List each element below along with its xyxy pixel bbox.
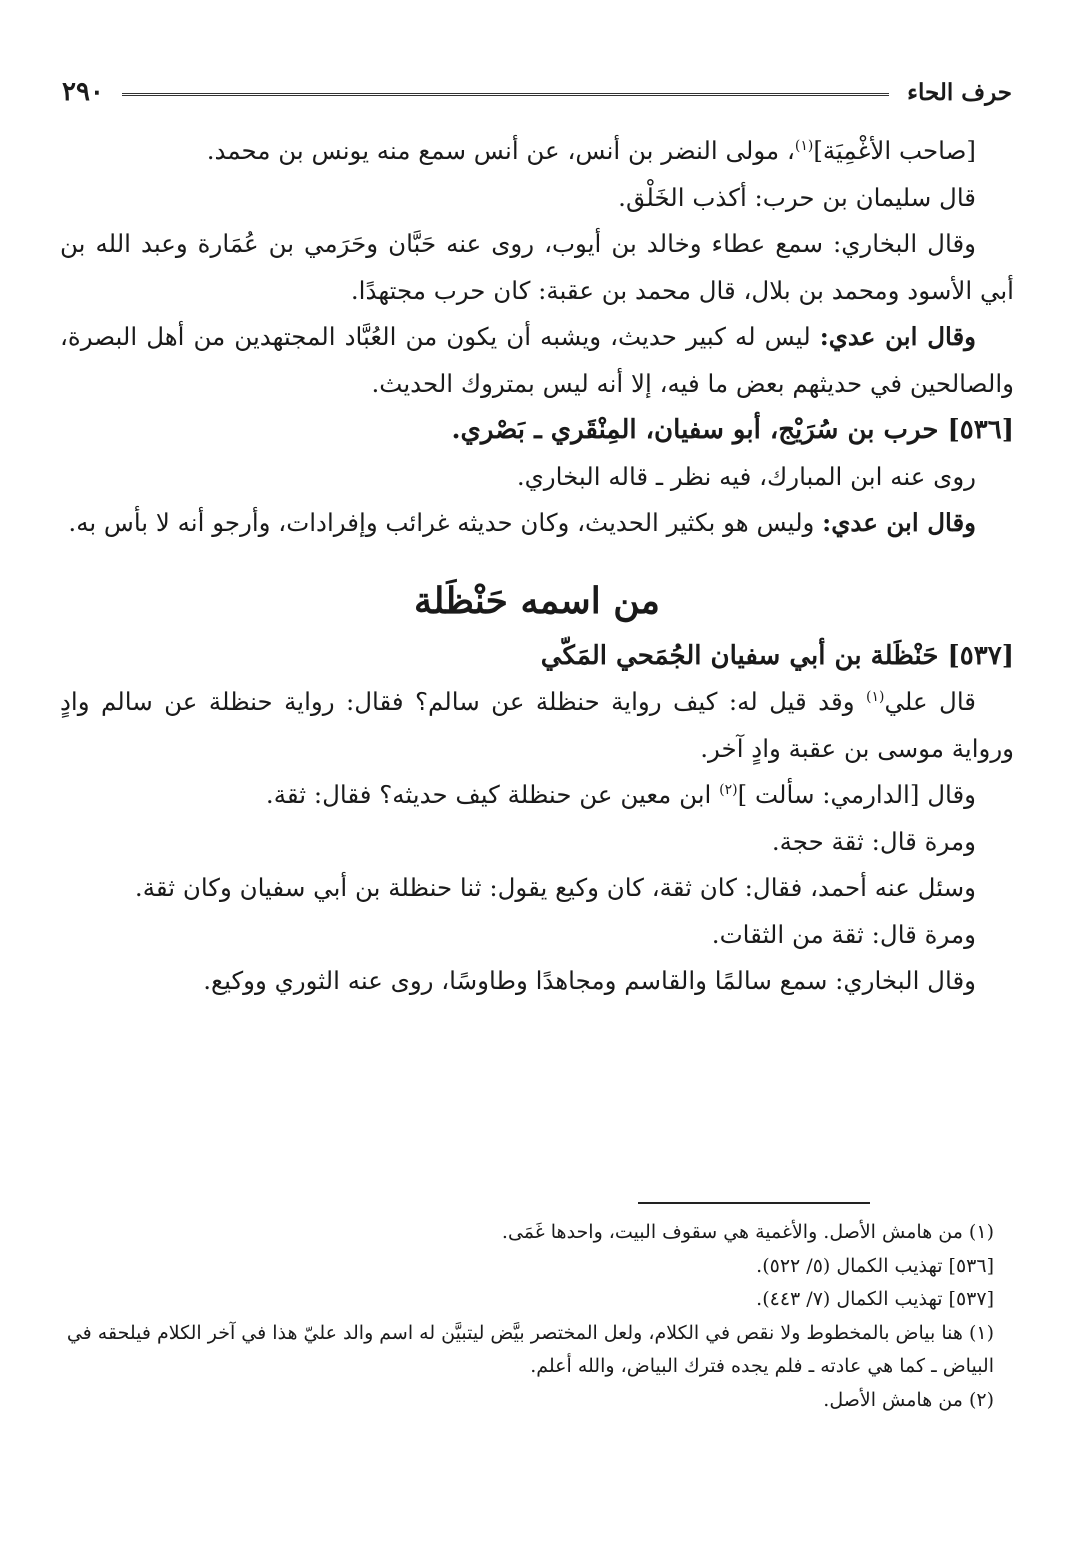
paragraph-text: ، مولى النضر بن أنس، عن أنس سمع منه يونس بن محمد. xyxy=(206,136,795,165)
paragraph xyxy=(60,500,1014,547)
page-number: ٢٩٠ xyxy=(62,77,104,107)
footnote: [٥٣٧] تهذيب الكمال (٧/ ٤٤٣). xyxy=(756,1288,994,1310)
entry-heading-537: [٥٣٧] حَنْظَلة بن أبي سفيان الجُمَحي المَكّي xyxy=(540,640,1014,671)
paragraph: وقال البخاري: سمع سالمًا والقاسم ومجاهدًا وطاوسًا، روى عنه الثوري ووكيع. xyxy=(203,966,976,995)
header-rule xyxy=(122,93,889,96)
footnotes xyxy=(62,1202,1012,1417)
paragraph xyxy=(60,679,1014,772)
footnote: (٢) من هامش الأصل. xyxy=(823,1388,994,1411)
paragraph: ومرة قال: ثقة حجة. xyxy=(771,826,976,856)
main-text xyxy=(60,128,1014,1005)
paragraph-text: وقال [الدارمي: سألت ] xyxy=(737,780,976,809)
paragraph: وسئل عنه أحمد، فقال: كان ثقة، كان وكيع يقول: ثنا حنظلة بن أبي سفيان وكان ثقة. xyxy=(134,873,976,902)
paragraph-text: وقد قيل له: كيف رواية حنظلة عن سالم؟ فقال: رواية حنظلة عن سالم وادٍ ورواية موسى بن عقبة وادٍ آخر. xyxy=(60,687,1014,763)
footnote-ref: (١) xyxy=(794,137,814,154)
footnote: (١) هنا بياض بالمخطوط ولا نقص في الكلام، ولعل المختصر بيَّض ليتبيَّن له اسم والد عليّ هذا في آخر الكلام فيلحقه في البياض ـ كما هي عادته ـ فلم يجده فترك البياض، والله أعلم. xyxy=(66,1321,994,1377)
section-heading: من اسمه حَنْظَلة xyxy=(414,579,660,622)
paragraph-text: ليس له كبير حديث، ويشبه أن يكون من العُبَّاد المجتهدين من أهل البصرة، والصالحين في حديثهم بعض ما فيه، إلا أنه ليس بمتروك الحديث. xyxy=(60,322,1014,398)
paragraph xyxy=(60,314,1014,407)
footnote-ref: (٢) xyxy=(719,781,738,798)
running-title: حرف الحاء xyxy=(907,78,1012,106)
footnote-ref: (١) xyxy=(865,688,885,705)
paragraph-text: قال علي xyxy=(884,687,976,716)
paragraph: روى عنه ابن المبارك، فيه نظر ـ قاله البخاري. xyxy=(516,461,976,491)
paragraph: قال سليمان بن حرب: أكذب الخَلْق. xyxy=(618,182,976,212)
page-header xyxy=(62,72,1012,112)
footnote: (١) من هامش الأصل. والأغمية هي سقوف البيت، واحدها غَمَى. xyxy=(501,1221,994,1243)
paragraph: ومرة قال: ثقة من الثقات. xyxy=(711,919,976,949)
paragraph: وقال البخاري: سمع عطاء وخالد بن أيوب، روى عنه حَبَّان وحَرَمي بن عُمَارة وعبد الله بن أبي الأسود ومحمد بن بلال، قال محمد بن عقبة: كان حرب مجتهدًا. xyxy=(60,229,1014,305)
speaker-label: وقال ابن عدي: xyxy=(822,508,976,537)
paragraph xyxy=(60,772,1014,819)
paragraph xyxy=(60,128,1014,175)
speaker-label: وقال ابن عدي: xyxy=(819,322,976,351)
footnote: [٥٣٦] تهذيب الكمال (٥/ ٥٢٢). xyxy=(756,1254,994,1277)
footnote-rule xyxy=(638,1202,870,1204)
paragraph-text: وليس هو بكثير الحديث، وكان حديثه غرائب وإفرادات، وأرجو أنه لا بأس به. xyxy=(68,508,823,537)
entry-heading-536: [٥٣٦] حرب بن سُرَيْج، أبو سفيان، المِنْقَري ـ بَصْري. xyxy=(451,415,1014,445)
paragraph-text: ابن معين عن حنظلة كيف حديثه؟ فقال: ثقة. xyxy=(265,780,720,809)
entry-continuation: [صاحب الأغْمِيَة] xyxy=(813,136,976,165)
